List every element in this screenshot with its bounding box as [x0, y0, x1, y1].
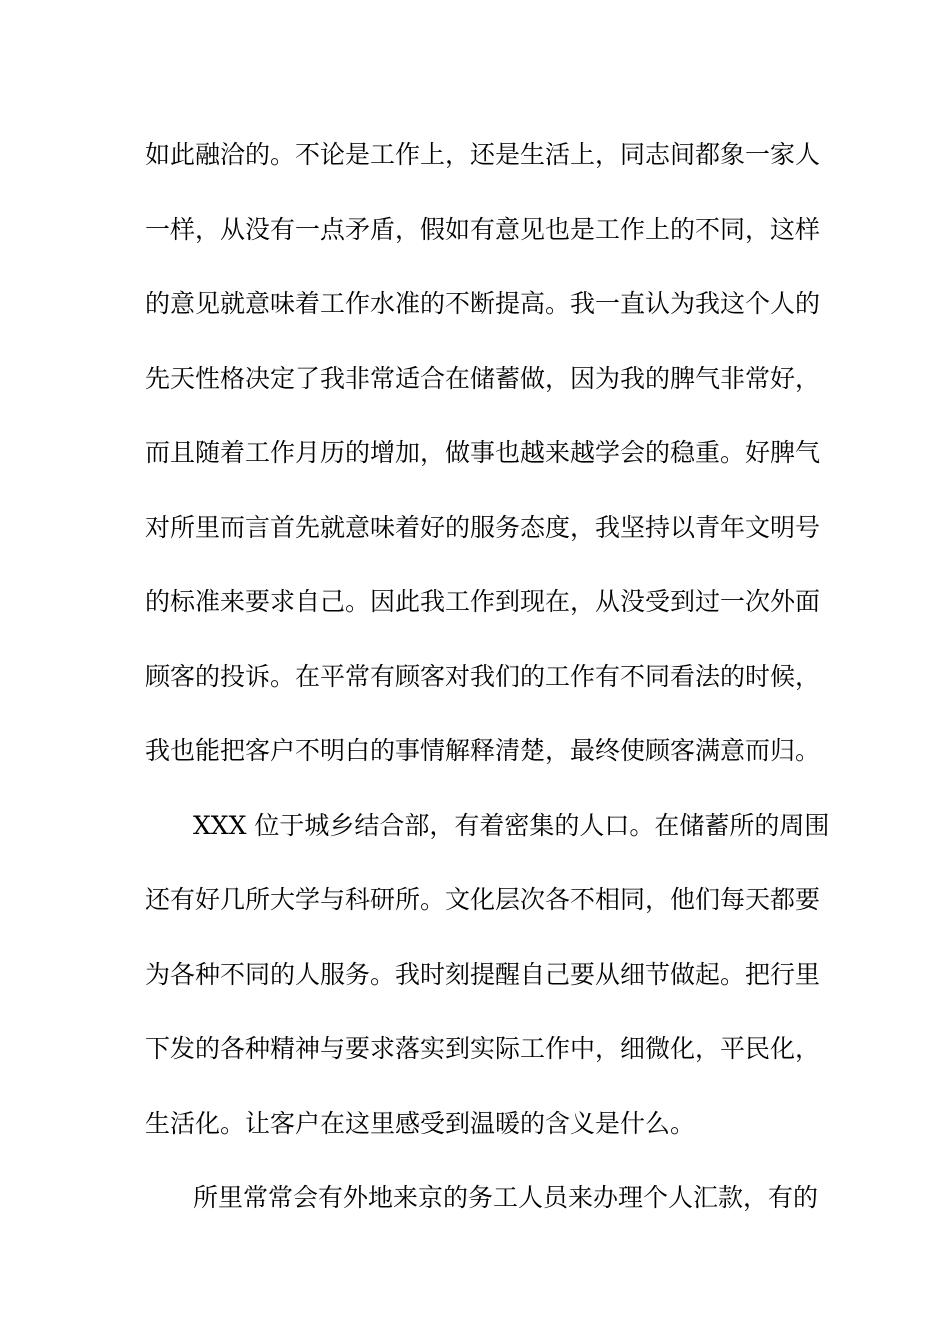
text-line: 的标准来要求自己。因此我工作到现在，从没受到过一次外面 — [145, 587, 821, 616]
text-line: 还有好几所大学与科研所。文化层次各不相同，他们每天都要 — [145, 885, 821, 914]
text-line: 先天性格决定了我非常适合在储蓄做，因为我的脾气非常好， — [145, 363, 821, 393]
text-line: 如此融洽的。不论是工作上，还是生活上，同志间都象一家人 — [145, 140, 821, 169]
text-line: 一样，从没有一点矛盾，假如有意见也是工作上的不同，这样 — [145, 214, 821, 244]
body-text — [145, 127, 830, 1245]
paragraph-start-line: XXX 位于城乡结合部，有着密集的人口。在储蓄所的周围 — [193, 810, 830, 840]
text-line: 下发的各种精神与要求落实到实际工作中，细微化，平民化， — [145, 1034, 821, 1063]
text-line: 而且随着工作月历的增加，做事也越来越学会的稳重。好脾气 — [145, 438, 821, 467]
text-line: 顾客的投诉。在平常有顾客对我们的工作有不同看法的时候， — [145, 661, 821, 691]
paragraph-start-line: 所里常常会有外地来京的务工人员来办理个人汇款，有的 — [193, 1183, 819, 1212]
text-line: 对所里而言首先就意味着好的服务态度，我坚持以青年文明号 — [145, 512, 821, 542]
paragraph-end-line: 生活化。让客户在这里感受到温暖的含义是什么。 — [145, 1108, 696, 1138]
text-line: 为各种不同的人服务。我时刻提醒自己要从细节做起。把行里 — [145, 959, 821, 989]
text-line: 的意见就意味着工作水准的不断提高。我一直认为我这个人的 — [145, 289, 821, 318]
text-line: 我也能把客户不明白的事情解释清楚，最终使顾客满意而归。 — [145, 736, 821, 765]
